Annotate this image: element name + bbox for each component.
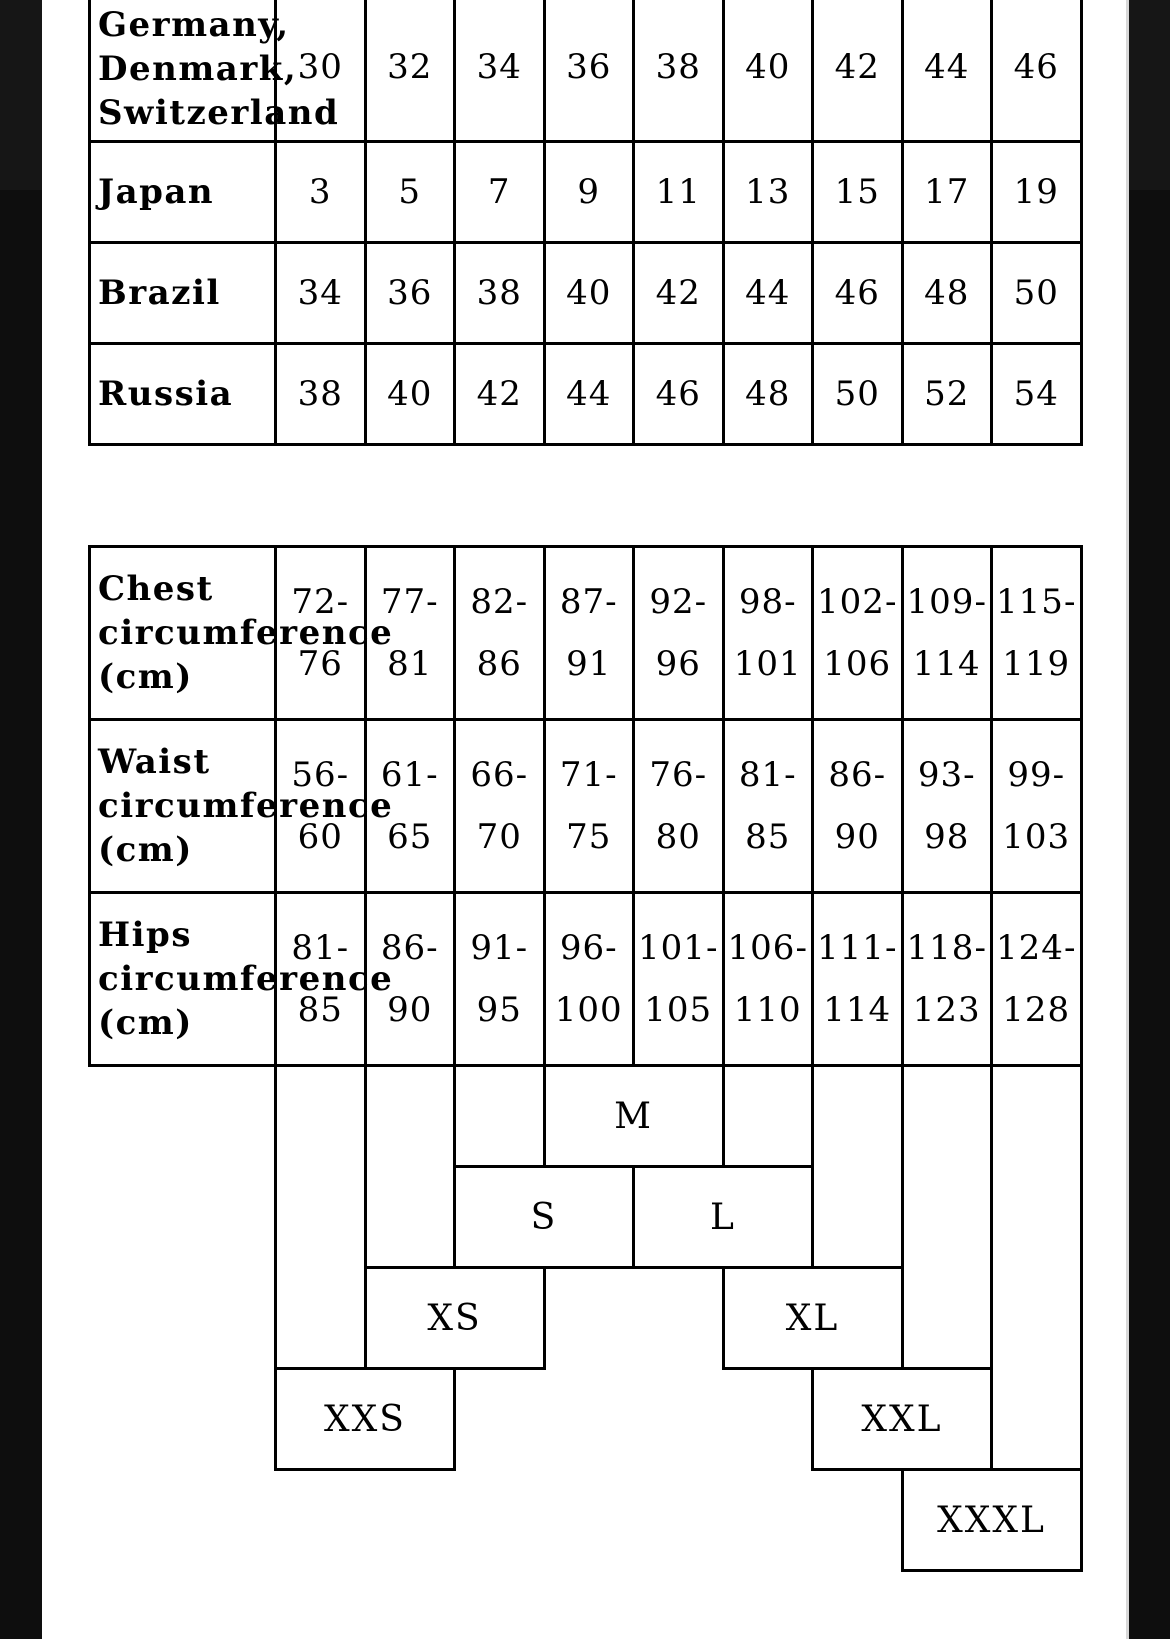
country-label-text: Russia [98, 374, 234, 414]
range-end: 123 [912, 990, 981, 1030]
size-label-m: M [543, 1064, 725, 1168]
range-text [907, 571, 987, 695]
range-text [638, 917, 718, 1041]
country-size-cell: 9 [543, 140, 636, 244]
range-text [828, 744, 886, 868]
country-label-text: Japan [98, 172, 215, 212]
range-start: 93- [917, 755, 976, 795]
country-size-cell: 36 [543, 0, 636, 143]
range-start: 82- [470, 582, 529, 622]
range-start: 61- [380, 755, 439, 795]
range-end: 98 [924, 817, 970, 857]
range-end: 65 [387, 817, 433, 857]
measurement-label-text: Chest circumference (cm) [98, 569, 394, 697]
measurement-range-cell [453, 545, 546, 721]
country-size-cell: 36 [364, 241, 457, 345]
range-text [728, 917, 808, 1041]
measurement-range-cell [722, 718, 815, 894]
country-size-cell: 48 [901, 241, 994, 345]
range-end: 95 [476, 990, 522, 1030]
measurement-range-cell [990, 545, 1083, 721]
range-end: 110 [733, 990, 802, 1030]
chart-grid-line [901, 1468, 1083, 1469]
measurement-range-cell [811, 891, 904, 1067]
chart-grid-line [274, 1064, 277, 1367]
measurement-range-cell [632, 545, 725, 721]
range-start: 86- [828, 755, 887, 795]
range-text [907, 917, 987, 1041]
country-size-cell: 30 [274, 0, 367, 143]
measurement-range-cell [901, 891, 994, 1067]
measurement-range-cell [811, 545, 904, 721]
country-size-cell: 42 [811, 0, 904, 143]
range-text [918, 744, 976, 868]
range-start: 115- [996, 582, 1077, 622]
range-start: 99- [1007, 755, 1066, 795]
range-text [734, 571, 802, 695]
measurement-range-cell [722, 891, 815, 1067]
measurement-range-cell [901, 718, 994, 894]
country-label-text: Germany, Denmark, Switzerland [98, 4, 340, 133]
range-start: 96- [559, 928, 618, 968]
range-end: 105 [644, 990, 713, 1030]
range-end: 85 [297, 990, 343, 1030]
size-label-xs: XS [364, 1266, 546, 1370]
country-size-cell: 42 [453, 342, 546, 446]
measurement-range-cell [453, 718, 546, 894]
measurement-range-cell [811, 718, 904, 894]
country-size-cell: 52 [901, 342, 994, 446]
country-size-cell: 17 [901, 140, 994, 244]
size-label-xl: XL [722, 1266, 904, 1370]
measurement-range-cell [543, 891, 636, 1067]
country-size-cell: 40 [722, 0, 815, 143]
country-size-cell: 46 [811, 241, 904, 345]
range-start: 91- [470, 928, 529, 968]
range-start: 106- [727, 928, 808, 968]
country-size-cell: 19 [990, 140, 1083, 244]
range-start: 86- [380, 928, 439, 968]
chart-grid-line [543, 1165, 725, 1166]
chart-grid-line [722, 1367, 904, 1368]
country-size-cell: 44 [543, 342, 636, 446]
range-text [560, 571, 618, 695]
country-size-cell: 7 [453, 140, 546, 244]
country-size-cell: 46 [990, 0, 1083, 143]
chart-grid-line [811, 1064, 814, 1165]
range-text [470, 917, 528, 1041]
country-size-cell: 11 [632, 140, 725, 244]
country-size-cell: 13 [722, 140, 815, 244]
country-row-label [88, 342, 277, 446]
range-end: 91 [566, 644, 612, 684]
measurement-range-cell [453, 891, 546, 1067]
range-text [555, 917, 623, 1041]
country-size-cell: 44 [722, 241, 815, 345]
country-label-text: Brazil [98, 273, 221, 313]
country-size-cell: 38 [453, 241, 546, 345]
range-start: 81- [738, 755, 797, 795]
country-size-cell: 40 [364, 342, 457, 446]
measurement-range-cell [990, 891, 1083, 1067]
range-start: 124- [996, 928, 1077, 968]
range-end: 75 [566, 817, 612, 857]
range-end: 60 [297, 817, 343, 857]
chart-grid-line [990, 1064, 993, 1367]
range-end: 81 [387, 644, 433, 684]
range-start: 72- [291, 582, 350, 622]
country-size-cell: 48 [722, 342, 815, 446]
range-end: 76 [297, 644, 343, 684]
range-start: 92- [649, 582, 708, 622]
range-end: 103 [1002, 817, 1071, 857]
range-end: 70 [476, 817, 522, 857]
country-size-cell: 40 [543, 241, 636, 345]
measurement-label-text: Hips circumference (cm) [98, 915, 394, 1043]
range-start: 71- [559, 755, 618, 795]
size-label-xxl: XXL [811, 1367, 993, 1471]
range-end: 114 [912, 644, 981, 684]
country-size-cell: 3 [274, 140, 367, 244]
measurement-range-cell [632, 891, 725, 1067]
range-end: 106 [823, 644, 892, 684]
country-size-cell: 42 [632, 241, 725, 345]
range-start: 66- [470, 755, 529, 795]
country-size-cell: 34 [274, 241, 367, 345]
country-size-cell: 50 [811, 342, 904, 446]
range-start: 101- [638, 928, 719, 968]
size-label-xxxl: XXXL [901, 1468, 1083, 1572]
measurement-range-cell [901, 545, 994, 721]
range-text [470, 571, 528, 695]
chart-grid-line [901, 1064, 904, 1266]
measurement-label-text: Waist circumference (cm) [98, 742, 394, 870]
range-start: 77- [380, 582, 439, 622]
range-text [996, 917, 1076, 1041]
range-end: 80 [655, 817, 701, 857]
size-label-l: L [632, 1165, 814, 1269]
range-start: 118- [906, 928, 987, 968]
country-size-cell: 5 [364, 140, 457, 244]
range-end: 85 [745, 817, 791, 857]
chart-grid-line [1080, 1064, 1083, 1468]
country-row-label [88, 140, 277, 244]
range-end: 90 [834, 817, 880, 857]
measurement-range-cell [543, 718, 636, 894]
range-text [470, 744, 528, 868]
range-end: 128 [1002, 990, 1071, 1030]
range-text [1002, 744, 1070, 868]
size-label-xxs: XXS [274, 1367, 456, 1471]
country-size-cell: 38 [632, 0, 725, 143]
country-size-cell: 15 [811, 140, 904, 244]
chart-grid-line [364, 1064, 367, 1266]
range-start: 76- [649, 755, 708, 795]
range-text [817, 571, 897, 695]
range-text [649, 744, 707, 868]
chart-grid-line [453, 1064, 456, 1165]
country-row-label [88, 241, 277, 345]
range-text [996, 571, 1076, 695]
range-text [817, 917, 897, 1041]
range-start: 81- [291, 928, 350, 968]
range-start: 87- [559, 582, 618, 622]
range-end: 100 [554, 990, 623, 1030]
range-end: 101 [733, 644, 802, 684]
range-end: 86 [476, 644, 522, 684]
size-label-s: S [453, 1165, 635, 1269]
range-text [560, 744, 618, 868]
measurement-range-cell [632, 718, 725, 894]
country-size-cell: 32 [364, 0, 457, 143]
range-start: 111- [817, 928, 898, 968]
country-size-cell: 34 [453, 0, 546, 143]
range-end: 90 [387, 990, 433, 1030]
range-start: 56- [291, 755, 350, 795]
country-size-cell: 50 [990, 241, 1083, 345]
range-end: 96 [655, 644, 701, 684]
range-end: 114 [823, 990, 892, 1030]
range-start: 102- [817, 582, 898, 622]
range-start: 98- [738, 582, 797, 622]
range-text [649, 571, 707, 695]
country-size-cell: 46 [632, 342, 725, 446]
range-start: 109- [906, 582, 987, 622]
country-size-cell: 44 [901, 0, 994, 143]
measurement-range-cell [543, 545, 636, 721]
range-end: 119 [1002, 644, 1071, 684]
country-size-cell: 38 [274, 342, 367, 446]
country-size-cell: 54 [990, 342, 1083, 446]
measurement-range-cell [722, 545, 815, 721]
measurement-range-cell [990, 718, 1083, 894]
range-text [739, 744, 797, 868]
